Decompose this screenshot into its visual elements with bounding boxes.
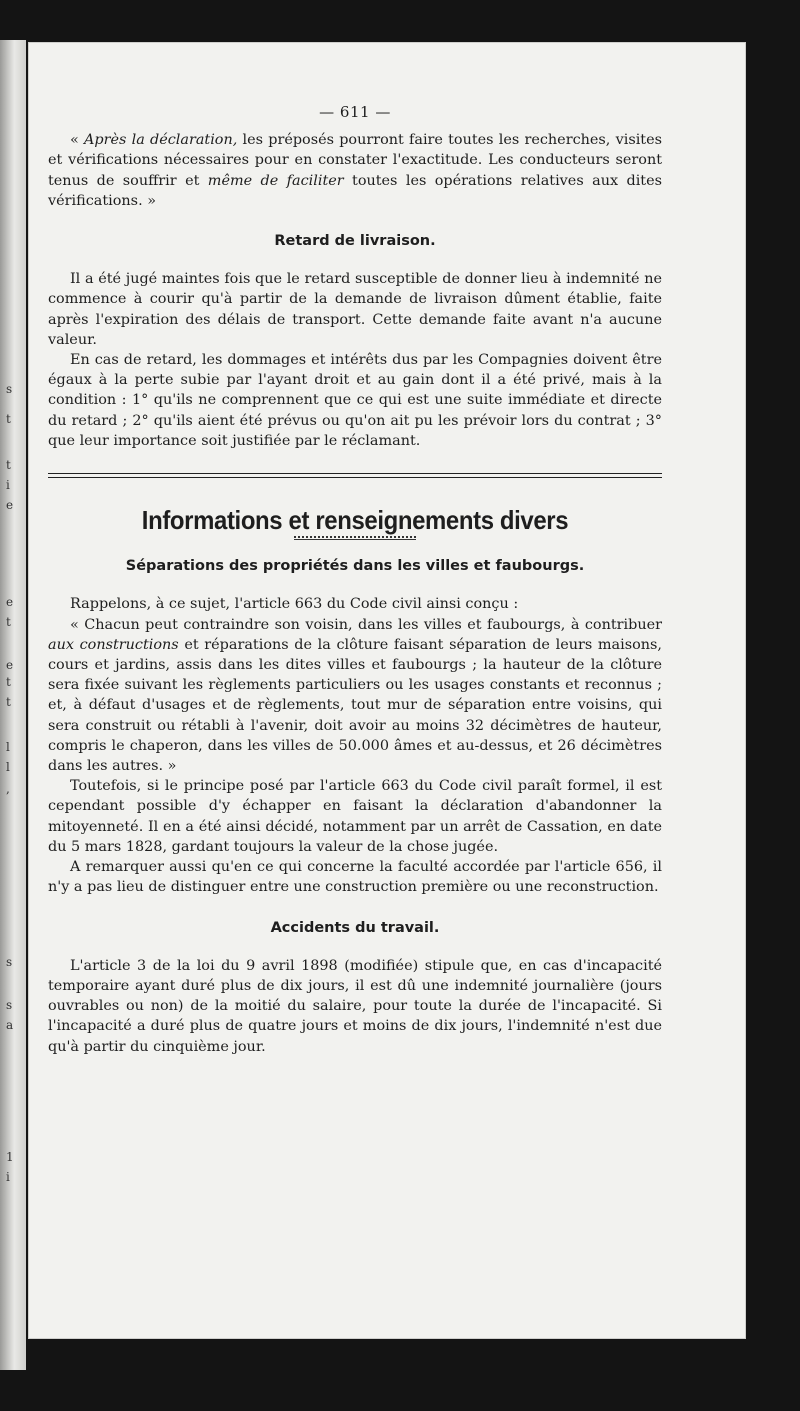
quote-open: « bbox=[70, 132, 85, 149]
quote-italic-phrase: aux constructions bbox=[48, 636, 179, 653]
double-rule-divider bbox=[48, 473, 662, 478]
book-page bbox=[28, 42, 746, 1339]
quote-text: toutes les opérations relatives aux dites vérifications. » bbox=[48, 172, 662, 209]
paragraph: En cas de retard, les dommages et intérêts dus par les Compagnies doivent être égaux à la perte subie par l'ayant droit et au gain dont il a été privé, mais à la condition : 1° qu'ils ne comprennent que ce qui est une suite immédiate et directe du retard ; 2° qu'ils aient été prévus ou qu'on ait pu les prévoir lors du contrat ; 3° que leur importance soit justifiée par le réclamant. bbox=[48, 352, 662, 449]
paragraph: Il a été jugé maintes fois que le retard susceptible de donner lieu à indemnité ne commence à courir qu'à partir de la demande de livraison dûment établie, faite après l'expiration des délais de transport. Cette demande faite avant n'a aucune valeur. bbox=[48, 271, 662, 348]
margin-fragment: , bbox=[6, 782, 10, 796]
quote-italic-phrase: même de faciliter bbox=[207, 172, 344, 189]
margin-fragment: t bbox=[6, 695, 11, 709]
margin-fragment: t bbox=[6, 675, 11, 689]
quote-paragraph bbox=[48, 130, 662, 211]
quote-text: les préposés pourront faire toutes les recherches, visites et vérifications nécessaires pour en constater l'exactitude. Les conducteurs seront tenus de souffrir et bbox=[48, 132, 662, 189]
margin-fragment: l bbox=[6, 760, 10, 774]
margin-fragment: i bbox=[6, 1170, 10, 1184]
margin-fragment: e bbox=[6, 595, 14, 609]
margin-fragment: e bbox=[6, 498, 14, 512]
margin-fragment: 1 bbox=[6, 1150, 14, 1164]
page-number: — 611 — bbox=[319, 103, 391, 121]
section-heading-accidents: Accidents du travail. bbox=[270, 919, 440, 936]
paragraph: A remarquer aussi qu'en ce qui concerne la faculté accordée par l'article 656, il n'y a pas lieu de distinguer entre une construction première ou une reconstruction. bbox=[48, 859, 662, 896]
margin-fragment: s bbox=[6, 955, 13, 969]
margin-fragment: s bbox=[6, 382, 13, 396]
margin-fragment: t bbox=[6, 458, 11, 472]
chapter-title: Informations et renseignements divers bbox=[141, 505, 569, 536]
margin-fragment: e bbox=[6, 658, 14, 672]
quote-text: et réparations de la clôture faisant séparation de leurs maisons, cours et jardins, assis dans les dites villes et faubourgs ; la hauteur de la clôture sera fixée suivant les règlements particuliers ou les usages constants et reconnus ; et, à défaut d'usages et de règlements, tout mur de séparation entre voisins, qui sera construit ou rétabli à l'avenir, doit avoir au moins 32 décimètres de hauteur, compris le chaperon, dans les villes de 50.000 âmes et au-dessus, et 26 décimètres dans les autres. » bbox=[48, 636, 662, 775]
margin-fragment: s bbox=[6, 998, 13, 1012]
margin-fragment: t bbox=[6, 412, 11, 426]
margin-fragment: i bbox=[6, 478, 10, 492]
page-content bbox=[48, 102, 662, 1057]
adjacent-page-edge bbox=[0, 40, 26, 1370]
margin-fragment: l bbox=[6, 740, 10, 754]
dotted-ornament-rule bbox=[294, 536, 416, 540]
adjacent-page-text-fragments bbox=[2, 40, 22, 1370]
margin-fragment: t bbox=[6, 615, 11, 629]
margin-fragment: a bbox=[6, 1018, 14, 1032]
paragraph: L'article 3 de la loi du 9 avril 1898 (modifiée) stipule que, en cas d'incapacité temporaire ayant duré plus de dix jours, il est dû une indemnité journalière (jours ouvrables ou non) de la moitié du salaire, pour toute la durée de l'incapacité. Si l'incapacité a duré plus de quatre jours et moins de dix jours, l'indemnité n'est due qu'à partir du cinquième jour. bbox=[48, 957, 662, 1055]
paragraph: Rappelons, à ce sujet, l'article 663 du Code civil ainsi conçu : bbox=[70, 596, 519, 613]
quote-text: « Chacun peut contraindre son voisin, dans les villes et faubourgs, à contribuer bbox=[70, 616, 662, 633]
paragraph: Toutefois, si le principe posé par l'article 663 du Code civil paraît formel, il est cependant possible d'y échapper en faisant la déclaration d'abandonner la mitoyenneté. Il en a été ainsi décidé, notamment par un arrêt de Cassation, en date du 5 mars 1828, gardant toujours la valeur de la chose jugée. bbox=[48, 778, 662, 855]
section-heading-separations: Séparations des propriétés dans les villes et faubourgs. bbox=[125, 558, 585, 575]
quote-italic-phrase: Après la déclaration, bbox=[84, 132, 238, 149]
section-heading-retard: Retard de livraison. bbox=[274, 233, 436, 250]
quote-paragraph bbox=[48, 615, 662, 777]
